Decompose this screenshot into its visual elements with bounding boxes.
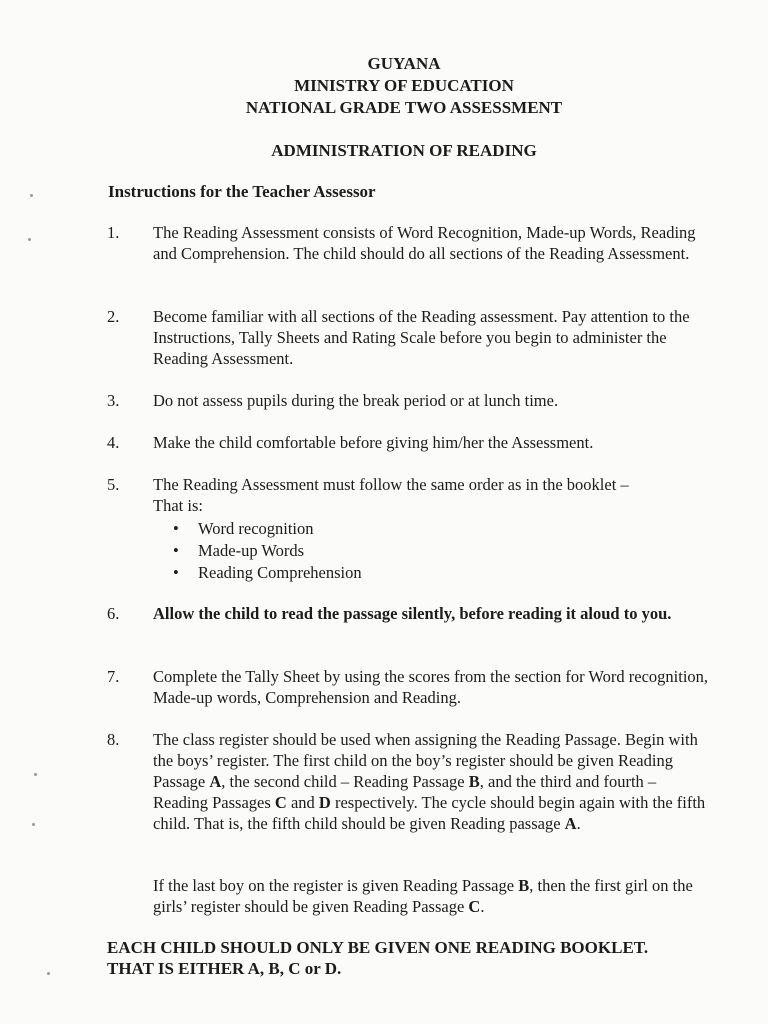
item-text: The Reading Assessment must follow the same order as in the booklet –	[153, 475, 629, 494]
item-number: 6.	[107, 604, 120, 623]
scan-speck	[47, 972, 50, 975]
final-notice	[107, 937, 727, 979]
list-item: • Word recognition	[173, 519, 314, 538]
bullet-icon: •	[173, 563, 179, 582]
item-text: Make the child comfortable before giving him/her the Assessment.	[153, 433, 594, 452]
final-notice-line-2: THAT IS EITHER A, B, C or D.	[107, 959, 342, 978]
header-country: GUYANA	[367, 54, 441, 73]
header-ministry: MINISTRY OF EDUCATION	[294, 76, 514, 95]
item-text: Do not assess pupils during the break period or at lunch time.	[153, 391, 559, 410]
item-text: Complete the Tally Sheet by using the scores from the section for Word recognition, Made-up words, Comprehension and Reading.	[153, 667, 709, 707]
item-text: The Reading Assessment consists of Word Recognition, Made-up Words, Reading and Comprehension. The child should do all sections of the Reading Assessment.	[153, 223, 696, 263]
item-number: 4.	[107, 433, 120, 452]
item-number: 2.	[107, 307, 120, 326]
list-item: • Made-up Words	[173, 541, 305, 560]
section-title: ADMINISTRATION OF READING	[271, 141, 537, 160]
header-assessment: NATIONAL GRADE TWO ASSESSMENT	[245, 98, 563, 117]
scan-speck	[32, 823, 35, 826]
item-text: Allow the child to read the passage silently, before reading it aloud to you.	[153, 604, 672, 623]
list-item: • Reading Comprehension	[173, 563, 362, 582]
section-order-list	[153, 518, 713, 584]
item-number: 5.	[107, 475, 120, 494]
bullet-icon: •	[173, 541, 179, 560]
item-text: The class register should be used when assigning the Reading Passage. Begin with the boys’ register. The first child on the boy’s register should be given Reading Passage A, the second child – Reading Passage B, and the third and fourth – Reading Passages C and D respectively. The cycle should begin again with the fifth child. That is, the fifth child should be given Reading passage A.	[153, 730, 706, 833]
register-note: If the last boy on the register is given Reading Passage B, then the first girl on the girls’ register should be given Reading Passage C.	[153, 876, 693, 916]
item-text-that-is: That is:	[153, 496, 203, 515]
item-text: Become familiar with all sections of the Reading assessment. Pay attention to the Instructions, Tally Sheets and Rating Scale before you begin to administer the Reading Assessment.	[153, 307, 690, 368]
document-header	[0, 53, 768, 119]
item-number: 7.	[107, 667, 120, 686]
bullet-icon: •	[173, 519, 179, 538]
item-number: 8.	[107, 730, 120, 749]
item-number: 3.	[107, 391, 120, 410]
item-number: 1.	[107, 223, 120, 242]
instructions-heading: Instructions for the Teacher Assessor	[108, 182, 376, 201]
scan-speck	[34, 773, 37, 776]
scan-speck	[28, 238, 31, 241]
final-notice-line-1: EACH CHILD SHOULD ONLY BE GIVEN ONE READING BOOKLET.	[107, 938, 649, 957]
scan-speck	[30, 194, 33, 197]
